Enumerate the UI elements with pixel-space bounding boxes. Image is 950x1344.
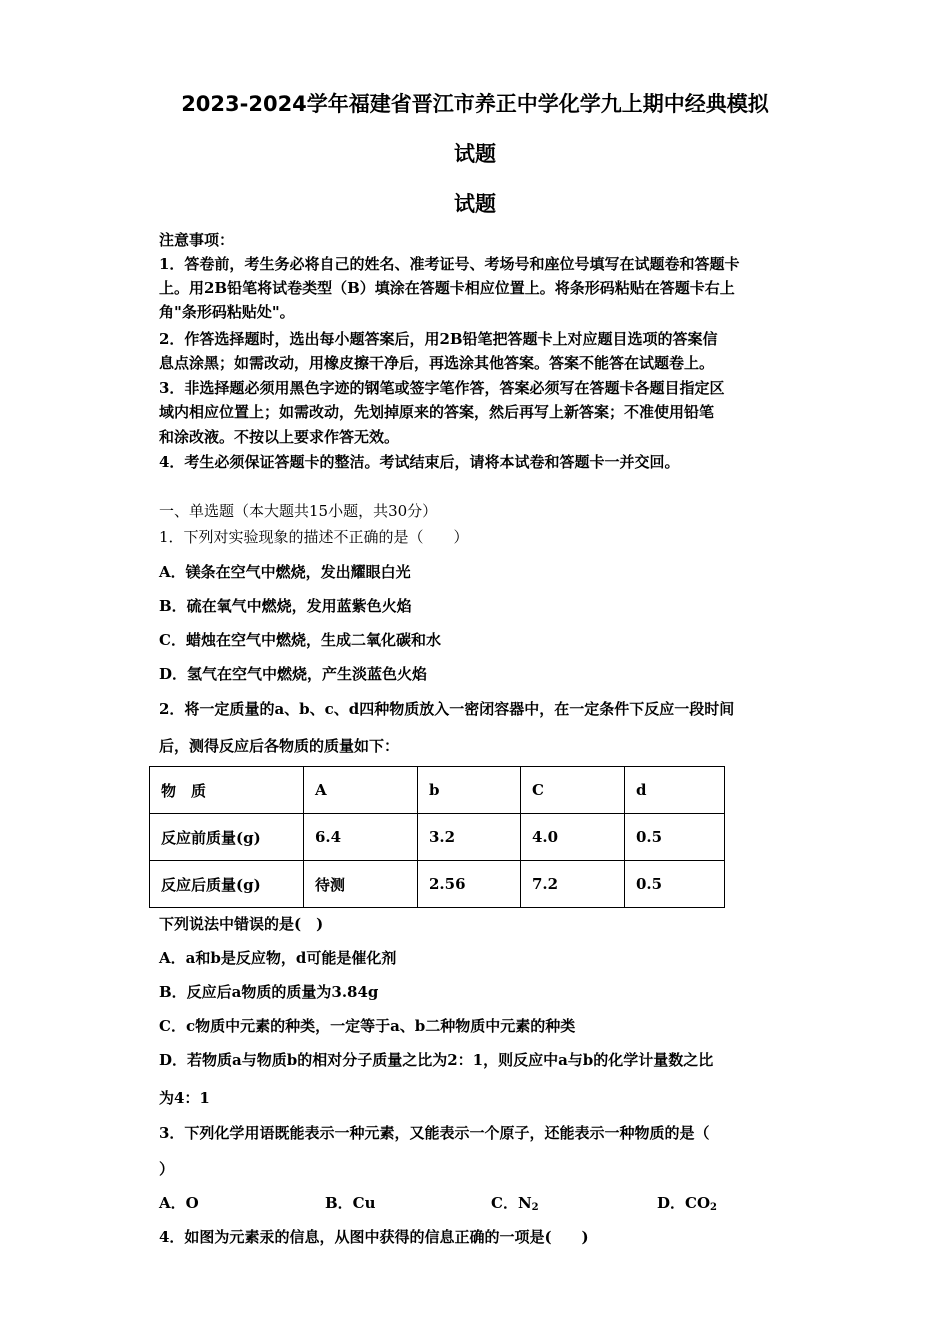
table-cell: 0.5: [625, 814, 725, 861]
q3-option-c-text: C．N: [491, 1194, 532, 1212]
q2-stem-cont: 后，测得反应后各物质的质量如下：: [159, 737, 400, 755]
q2-stem: 2．将一定质量的a、b、c、d四种物质放入一密闭容器中，在一定条件下反应一段时间: [159, 700, 735, 718]
q2-question: 下列说法中错误的是( ): [159, 915, 324, 933]
table-cell: 0.5: [625, 861, 725, 908]
table-cell: 反应前质量(g): [150, 814, 304, 861]
q2-option-a: A．a和b是反应物，d可能是催化剂: [159, 949, 397, 967]
q2-option-b: B．反应后a物质的质量为3.84g: [159, 983, 379, 1001]
notice-line: 1．答卷前，考生务必将自己的姓名、准考证号、考场号和座位号填写在试题卷和答题卡: [159, 255, 740, 273]
q1-option-b: B．硫在氧气中燃烧，发用蓝紫色火焰: [159, 597, 412, 615]
table-cell: A: [304, 767, 418, 814]
notice-line: 上。用2B铅笔将试卷类型（B）填涂在答题卡相应位置上。将条形码粘贴在答题卡右上: [159, 279, 735, 297]
q3-option-c: [491, 1192, 539, 1213]
exam-subtitle: 试题: [454, 192, 496, 216]
table-cell: b: [418, 767, 521, 814]
q3-stem-cont: ）: [159, 1160, 175, 1178]
q4-stem: 4．如图为元素汞的信息，从图中获得的信息正确的一项是( ): [159, 1228, 589, 1246]
table-cell: 3.2: [418, 814, 521, 861]
q2-option-d-cont: 为4：1: [159, 1089, 210, 1107]
table-cell: d: [625, 767, 725, 814]
notice-line: 2．作答选择题时，选出每小题答案后，用2B铅笔把答题卡上对应题目选项的答案信: [159, 330, 718, 348]
q1-option-c: C．蜡烛在空气中燃烧，生成二氧化碳和水: [159, 631, 441, 649]
table-cell: 物 质: [150, 767, 304, 814]
notice-line: 角"条形码粘贴处"。: [159, 303, 295, 321]
table-cell: 4.0: [521, 814, 625, 861]
section-heading: 一、单选题（本大题共15小题，共30分）: [159, 502, 438, 520]
notice-line: 域内相应位置上；如需改动，先划掉原来的答案，然后再写上新答案；不准使用铅笔: [159, 403, 715, 421]
notice-line: 3．非选择题必须用黑色字迹的钢笔或签字笔作答，答案必须写在答题卡各题目指定区: [159, 379, 725, 397]
table-cell: 反应后质量(g): [150, 861, 304, 908]
subscript: 2: [531, 1202, 539, 1213]
table-cell: 待测: [304, 861, 418, 908]
q1-option-a: A．镁条在空气中燃烧，发出耀眼白光: [159, 563, 411, 581]
q3-stem: 3．下列化学用语既能表示一种元素，又能表示一个原子，还能表示一种物质的是（: [159, 1124, 710, 1142]
table-cell: 2.56: [418, 861, 521, 908]
table-cell: C: [521, 767, 625, 814]
q3-option-d: [657, 1192, 717, 1213]
notice-line: 息点涂黑；如需改动，用橡皮擦干净后，再选涂其他答案。答案不能答在试题卷上。: [159, 354, 715, 372]
q3-option-d-text: D．CO: [657, 1194, 711, 1212]
table-cell: 7.2: [521, 861, 625, 908]
q1-option-d: D．氢气在空气中燃烧，产生淡蓝色火焰: [159, 665, 428, 683]
notice-heading: 注意事项：: [159, 231, 235, 249]
q3-option-b: B．Cu: [325, 1194, 376, 1212]
table-row: [150, 861, 725, 908]
subscript: 2: [710, 1202, 717, 1213]
q2-option-c: C．c物质中元素的种类，一定等于a、b二种物质中元素的种类: [159, 1017, 576, 1035]
q1-stem: 1．下列对实验现象的描述不正确的是（ ）: [159, 528, 469, 546]
table-cell: 6.4: [304, 814, 418, 861]
table-row: [150, 814, 725, 861]
exam-title-cont: 试题: [454, 142, 496, 166]
table-header-row: [150, 767, 725, 814]
mass-table: [149, 766, 725, 908]
exam-title: 2023-2024学年福建省晋江市养正中学化学九上期中经典模拟: [181, 92, 769, 116]
notice-line: 4．考生必须保证答题卡的整洁。考试结束后，请将本试卷和答题卡一并交回。: [159, 453, 680, 471]
q2-option-d: D．若物质a与物质b的相对分子质量之比为2：1，则反应中a与b的化学计量数之比: [159, 1051, 714, 1069]
notice-line: 和涂改液。不按以上要求作答无效。: [159, 428, 400, 446]
q3-option-a: A．O: [159, 1194, 199, 1212]
